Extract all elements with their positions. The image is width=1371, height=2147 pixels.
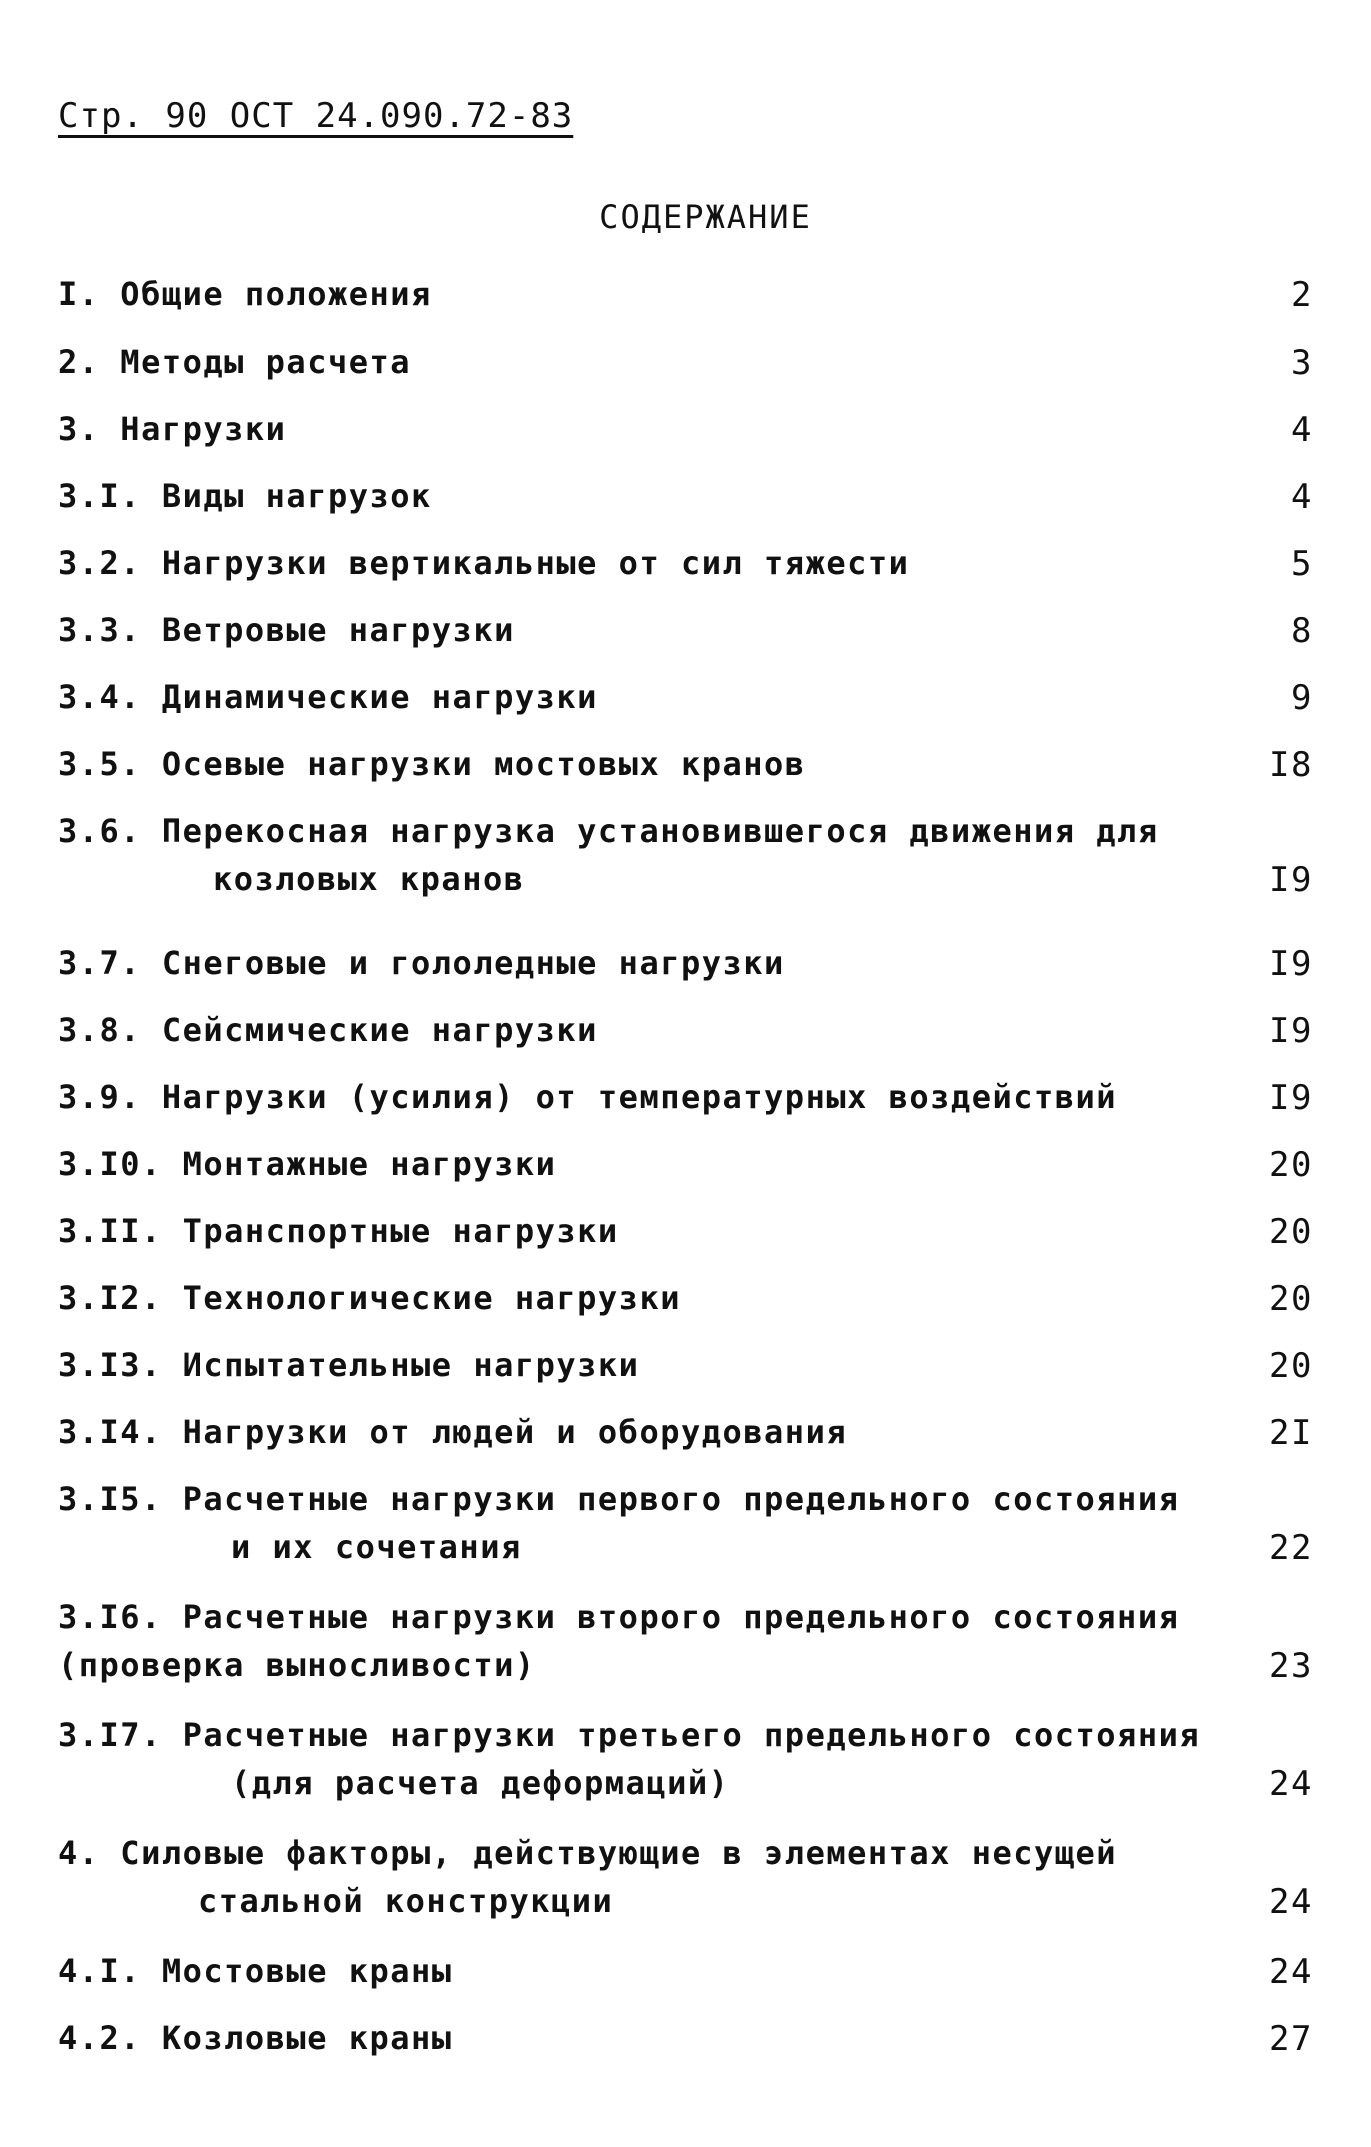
toc-entry-page: 22 (1269, 1528, 1313, 1568)
toc-entry-title: 3.8. Сейсмические нагрузки (58, 1011, 598, 1049)
toc-entry-page: I9 (1269, 860, 1313, 900)
toc-entry-title: 3.I0. Монтажные нагрузки (58, 1145, 557, 1183)
toc-entry-page: 8 (1291, 611, 1313, 651)
toc-entry-title: 3.I7. Расчетные нагрузки третьего предельного состояния (58, 1716, 1201, 1754)
toc-entry-title: 3.I3. Испытательные нагрузки (58, 1346, 640, 1384)
toc-entry-page: 5 (1291, 544, 1313, 584)
toc-entry-title-continuation: и их сочетания (231, 1528, 522, 1566)
toc-entry-page: 4 (1291, 477, 1313, 517)
toc-entry-title: 3.6. Перекосная нагрузка установившегося движения для (58, 812, 1159, 850)
toc-entry-page: I9 (1269, 1011, 1313, 1051)
toc-entry-page: 20 (1269, 1145, 1313, 1185)
toc-entry-page: 20 (1269, 1212, 1313, 1252)
toc-entry-title: 3.7. Снеговые и гололедные нагрузки (58, 944, 785, 982)
toc-entry-title: 3.3. Ветровые нагрузки (58, 611, 515, 649)
toc-title: СОДЕРЖАНИЕ (599, 198, 812, 236)
toc-entry-title: 3.I4. Нагрузки от людей и оборудования (58, 1413, 848, 1451)
toc-entry-page: 2 (1291, 275, 1313, 315)
toc-entry-page: 20 (1269, 1346, 1313, 1386)
toc-entry-title: 3.I. Виды нагрузок (58, 477, 432, 515)
toc-entry-page: I9 (1269, 944, 1313, 984)
toc-entry-title: 3. Нагрузки (58, 410, 287, 448)
toc-entry-page: I9 (1269, 1078, 1313, 1118)
toc-entry-page: 23 (1269, 1646, 1313, 1686)
toc-entry-page: 20 (1269, 1279, 1313, 1319)
toc-entry-title: 3.5. Осевые нагрузки мостовых кранов (58, 745, 806, 783)
toc-entry-title: 4. Силовые факторы, действующие в элементах несущей (58, 1834, 1118, 1872)
toc-entry-page: 24 (1269, 1952, 1313, 1992)
toc-entry-title: 3.I5. Расчетные нагрузки первого предельного состояния (58, 1480, 1180, 1518)
toc-entry-page: 2I (1269, 1413, 1313, 1453)
toc-entry-page: 27 (1269, 2019, 1313, 2059)
toc-entry-page: 24 (1269, 1764, 1313, 1804)
toc-entry-title: 4.I. Мостовые краны (58, 1952, 453, 1990)
toc-entry-title: 3.4. Динамические нагрузки (58, 678, 598, 716)
toc-entry-page: 9 (1291, 678, 1313, 718)
toc-entry-title: 3.2. Нагрузки вертикальные от сил тяжести (58, 544, 910, 582)
toc-entry-page: 4 (1291, 410, 1313, 450)
toc-entry-title-continuation: козловых кранов (213, 860, 525, 898)
toc-entry-title: 3.II. Транспортные нагрузки (58, 1212, 619, 1250)
toc-entry-title: 3.9. Нагрузки (усилия) от температурных воздействий (58, 1078, 1118, 1116)
toc-entry-title: 4.2. Козловые краны (58, 2019, 453, 2057)
toc-entry-page: I8 (1269, 745, 1313, 785)
page-header: Стр. 90 ОСТ 24.090.72-83 (58, 96, 574, 136)
toc-entry-page: 3 (1291, 343, 1313, 383)
toc-entry-title: 3.I2. Технологические нагрузки (58, 1279, 681, 1317)
toc-entry-title: 2. Методы расчета (58, 343, 412, 381)
toc-entry-page: 24 (1269, 1882, 1313, 1922)
toc-entry-title-continuation: (проверка выносливости) (58, 1646, 536, 1684)
toc-entry-title: I. Общие положения (58, 275, 432, 313)
toc-entry-title-continuation: стальной конструкции (198, 1882, 614, 1920)
toc-entry-title: 3.I6. Расчетные нагрузки второго предельного состояния (58, 1598, 1180, 1636)
toc-entry-title-continuation: (для расчета деформаций) (231, 1764, 730, 1802)
